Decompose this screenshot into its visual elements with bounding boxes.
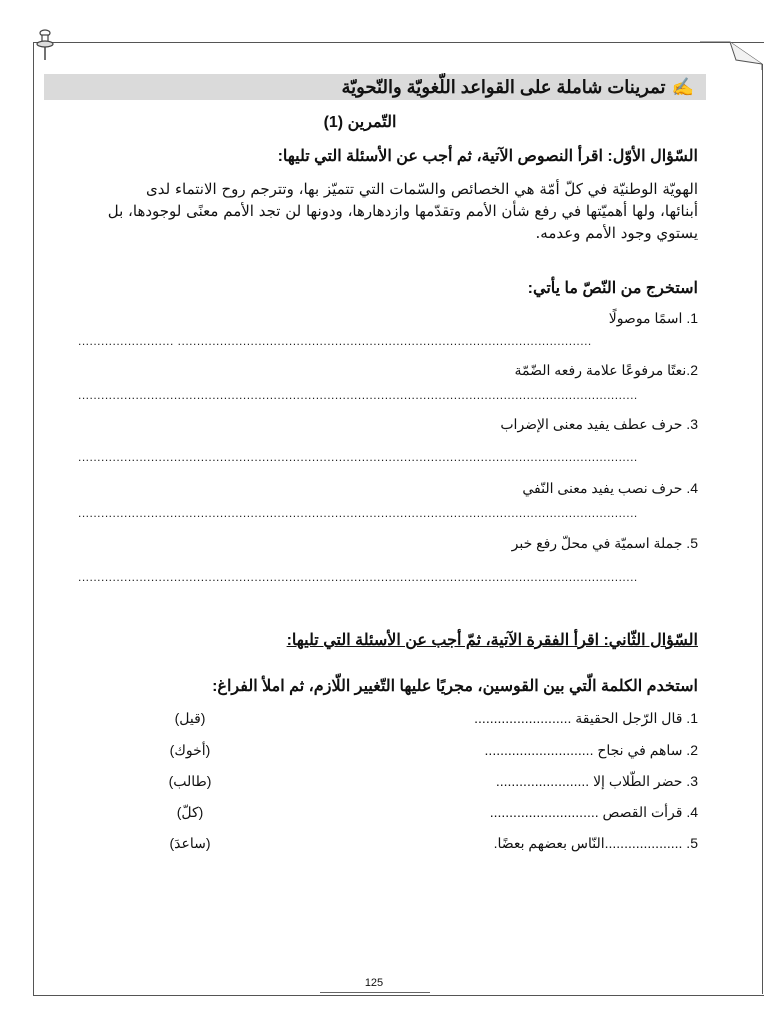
fill-blank-instruction: استخدم الكلمة الّتي بين القوسين، مجريًا عليها التّغيير اللّازم، ثم املأ الفراغ: bbox=[212, 678, 698, 695]
question-2-heading: السّؤال الثّاني: اقرأ الفقرة الآتية، ثمّ أجب عن الأسئلة التي تليها: bbox=[286, 632, 698, 649]
page-curl-icon bbox=[700, 38, 766, 70]
passage-line: أبنائها، ولها أهميّتها في رفع شأن الأمم وتقدّمها وازدهارها، ودونها لن تجد الأمم معنًى لوجودها، بل bbox=[107, 202, 698, 220]
fill-item-4[interactable]: 4. قرأت القصص ............................ bbox=[489, 804, 698, 820]
fill-item-2-hint: (أخوك) bbox=[169, 742, 211, 758]
extract-item-1: 1. اسمًا موصولًا bbox=[608, 310, 698, 326]
page-title-bar bbox=[44, 74, 706, 100]
passage-line: يستوي وجود الأمم وعدمه. bbox=[535, 224, 698, 242]
fill-item-3[interactable]: 3. حضر الطّلاب إلا ........................ bbox=[495, 773, 698, 789]
page-title: تمرينات شاملة على القواعد اللّغويّة والنّحويّة bbox=[341, 77, 666, 97]
page-number: 125 bbox=[364, 977, 384, 989]
fill-item-3-hint: (طالب) bbox=[168, 773, 212, 789]
answer-line-3[interactable]: .................................................................................................................................................. bbox=[78, 450, 638, 464]
extract-item-3: 3. حرف عطف يفيد معنى الإضراب bbox=[500, 416, 698, 432]
pushpin-icon bbox=[34, 28, 56, 64]
passage bbox=[44, 178, 698, 244]
extract-item-5: 5. جملة اسميّة في محلّ رفع خبر bbox=[511, 535, 698, 551]
passage-line: الهويّة الوطنيّة في كلّ أمّة هي الخصائص والسّمات التي تتميّز بها، وتترجم روح الانتماء لدى bbox=[146, 180, 698, 198]
fill-item-1[interactable]: 1. قال الرّجل الحقيقة ......................... bbox=[474, 710, 698, 726]
fill-item-5-hint: (ساعدَ) bbox=[169, 835, 211, 851]
writing-hand-icon: ✍ bbox=[671, 77, 694, 97]
fill-item-2[interactable]: 2. ساهم في نجاح ............................ bbox=[484, 742, 698, 758]
fill-item-1-hint: (قيل) bbox=[174, 710, 206, 726]
page-number-divider bbox=[320, 992, 430, 993]
page-frame-right-edge bbox=[762, 64, 763, 994]
exercise-title: التّمرين (1) bbox=[323, 114, 397, 131]
answer-line-5[interactable]: .................................................................................................................................................. bbox=[78, 570, 638, 584]
extract-item-4: 4. حرف نصب يفيد معنى النّفي bbox=[522, 480, 698, 496]
answer-line-1[interactable]: ......................... ............................................................................................................ bbox=[78, 334, 592, 348]
extract-heading: استخرج من النّصّ ما يأتي: bbox=[527, 280, 698, 297]
question-1-heading: السّؤال الأوّل: اقرأ النصوص الآتية، ثم أجب عن الأسئلة التي تليها: bbox=[277, 148, 698, 165]
fill-item-4-hint: (كلّ) bbox=[176, 804, 204, 820]
answer-line-2[interactable]: .................................................................................................................................................. bbox=[78, 388, 638, 402]
answer-line-4[interactable]: .................................................................................................................................................. bbox=[78, 506, 638, 520]
fill-item-5[interactable]: 5. ....................النّاس بعضهم بعضًا. bbox=[493, 835, 698, 851]
extract-item-2: 2.نعتًا مرفوعًا علامة رفعه الضّمّة bbox=[514, 362, 698, 378]
